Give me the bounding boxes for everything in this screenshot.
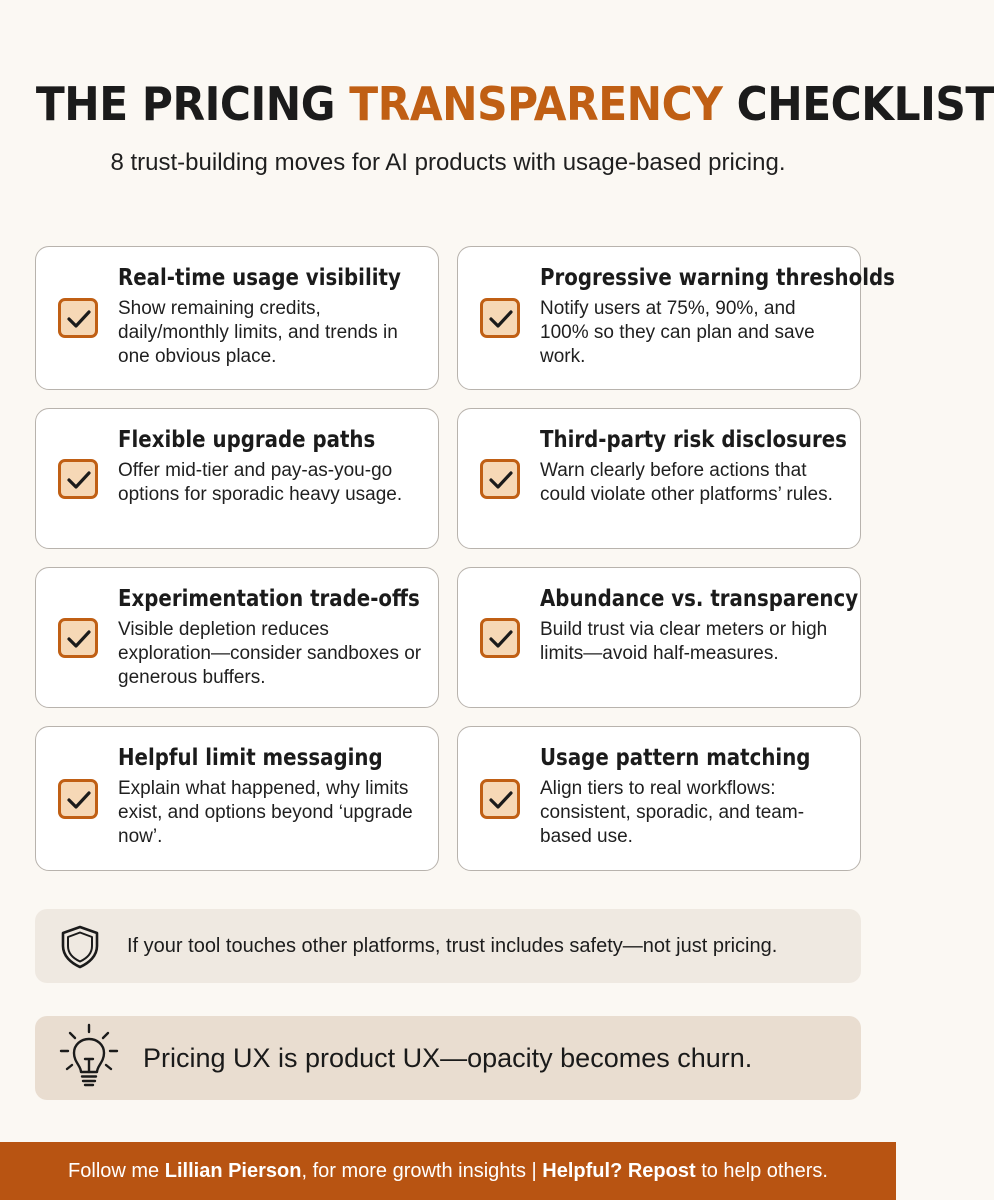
page-title: [35, 74, 994, 134]
checkbox-checked-icon: [58, 618, 98, 658]
card-title: Abundance vs. transparency: [540, 586, 859, 612]
title-accent: TRANSPARENCY: [349, 77, 723, 131]
checkbox-checked-icon: [58, 298, 98, 338]
checkbox-checked-icon: [480, 459, 520, 499]
card-description: Show remaining credits, daily/monthly limits, and trends in one obvious place.: [118, 298, 398, 367]
key-takeaway: [35, 1016, 861, 1100]
checklist-card: [457, 567, 861, 708]
checklist-card: [35, 246, 439, 390]
checklist-grid: [35, 246, 895, 871]
checklist-card: [457, 726, 861, 871]
card-title: Progressive warning thresholds: [540, 265, 895, 291]
card-title: Experimentation trade-offs: [118, 586, 420, 612]
card-description: Explain what happened, why limits exist, and options beyond ‘upgrade now’.: [118, 778, 413, 847]
checkbox-checked-icon: [58, 779, 98, 819]
card-description: Warn clearly before actions that could violate other platforms’ rules.: [540, 460, 833, 505]
card-description: Align tiers to real workflows: consistent, sporadic, and team-based use.: [540, 778, 805, 847]
safety-note: [35, 909, 861, 983]
checkbox-checked-icon: [58, 459, 98, 499]
card-title: Third-party risk disclosures: [540, 427, 847, 453]
checkbox-checked-icon: [480, 298, 520, 338]
key-takeaway-text: Pricing UX is product UX—opacity becomes churn.: [143, 1043, 753, 1073]
card-title: Helpful limit messaging: [118, 745, 383, 771]
title-part-1: THE PRICING: [35, 77, 350, 131]
checklist-card: [457, 246, 895, 390]
author-name: Lillian Pierson: [164, 1160, 302, 1182]
card-description: Visible depletion reduces exploration—consider sandboxes or generous buffers.: [118, 619, 422, 688]
repost-cta: Helpful? Repost: [542, 1160, 696, 1182]
checklist-card: [35, 408, 439, 549]
footer-banner: [0, 1142, 896, 1200]
footer-suffix: to help others.: [695, 1160, 828, 1182]
checklist-card: [457, 408, 861, 549]
checklist-card: [35, 567, 439, 708]
footer-middle: , for more growth insights |: [301, 1160, 543, 1182]
card-title: Flexible upgrade paths: [118, 427, 376, 453]
checklist-card: [35, 726, 439, 871]
card-title: Usage pattern matching: [540, 745, 811, 771]
lightbulb-icon: [57, 1022, 121, 1099]
card-description: Build trust via clear meters or high limits—avoid half-measures.: [540, 619, 828, 664]
checkbox-checked-icon: [480, 779, 520, 819]
card-description: Notify users at 75%, 90%, and 100% so they can plan and save work.: [540, 298, 815, 367]
card-title: Real-time usage visibility: [118, 265, 401, 291]
safety-note-text: If your tool touches other platforms, trust includes safety—not just pricing.: [127, 935, 778, 957]
footer-prefix: Follow me: [68, 1160, 165, 1182]
page-subtitle: 8 trust-building moves for AI products with usage-based pricing.: [110, 149, 786, 176]
shield-icon: [57, 924, 103, 975]
card-description: Offer mid-tier and pay-as-you-go options for sporadic heavy usage.: [118, 460, 403, 505]
title-part-2: CHECKLIST: [722, 77, 994, 131]
checkbox-checked-icon: [480, 618, 520, 658]
